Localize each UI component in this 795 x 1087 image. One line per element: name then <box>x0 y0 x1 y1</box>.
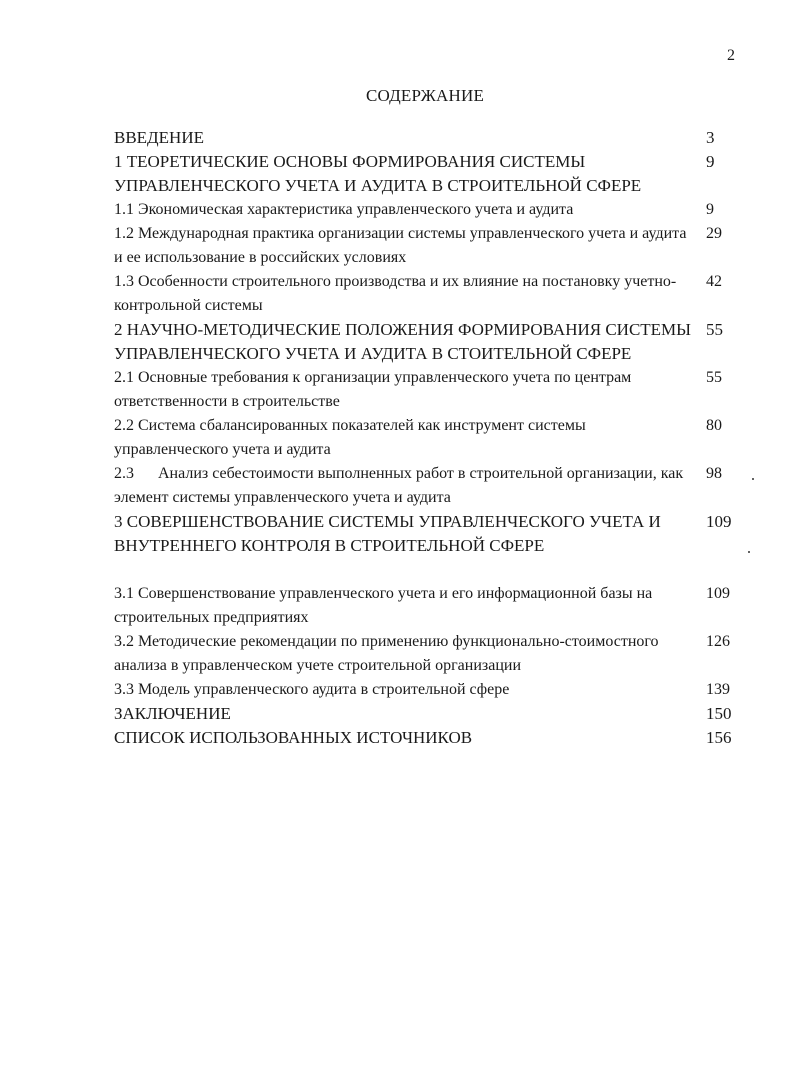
toc-entry-chapter-1 <box>114 150 754 198</box>
toc-entry-text: 1.3 Особенности строительного производства и их влияние на постановку учетно-контрольной системы <box>114 273 677 314</box>
toc-entry-page: 9 <box>706 152 715 171</box>
toc-entry-section-3-1 <box>114 582 754 630</box>
toc-entry-section-3-2 <box>114 630 754 678</box>
toc-entry-page: 109 <box>706 585 730 602</box>
toc-entry-text: 3.2 Методические рекомендации по применению функционально-стоимостного анализа в управленческом учете строительной организации <box>114 633 659 674</box>
toc-entry-page: 156 <box>706 728 732 747</box>
toc-entry-page: 29 <box>706 225 722 242</box>
toc-list <box>114 126 754 750</box>
toc-entry-text: ВВЕДЕНИЕ <box>114 128 204 147</box>
toc-entry-page: 80 <box>706 417 722 434</box>
toc-entry-section-3-3 <box>114 678 754 702</box>
toc-entry-text: 1.2 Международная практика организации системы управленческого учета и аудита и ее использование в российских условиях <box>114 225 687 266</box>
toc-entry-section-1-2 <box>114 222 754 270</box>
toc-entry-introduction <box>114 126 754 150</box>
toc-entry-section-1-3 <box>114 270 754 318</box>
toc-entry-page: 150 <box>706 704 732 723</box>
toc-entry-section-2-2 <box>114 414 754 462</box>
toc-entry-text: 1 ТЕОРЕТИЧЕСКИЕ ОСНОВЫ ФОРМИРОВАНИЯ СИСТЕМЫ УПРАВЛЕНЧЕСКОГО УЧЕТА И АУДИТА В СТРОИТЕЛЬНОЙ СФЕРЕ <box>114 152 642 195</box>
toc-entry-page: 126 <box>706 633 730 650</box>
toc-entry-section-2-3 <box>114 462 754 510</box>
toc-entry-page: 55 <box>706 320 723 339</box>
toc-entry-section-1-1 <box>114 198 754 222</box>
toc-entry-page: 98 <box>706 465 722 482</box>
toc-entry-conclusion <box>114 702 754 726</box>
toc-entry-chapter-2 <box>114 318 754 366</box>
page-number: 2 <box>727 47 735 64</box>
toc-entry-text: ЗАКЛЮЧЕНИЕ <box>114 704 231 723</box>
toc-entry-text: 2.1 Основные требования к организации управленческого учета по центрам ответственности в строительстве <box>114 369 632 410</box>
toc-title: СОДЕРЖАНИЕ <box>365 86 485 105</box>
toc-entry-text: СПИСОК ИСПОЛЬЗОВАННЫХ ИСТОЧНИКОВ <box>114 728 473 747</box>
toc-entry-page: 3 <box>706 128 715 147</box>
toc-entry-references <box>114 726 754 750</box>
toc-entry-text <box>114 462 694 510</box>
scan-speck <box>752 478 754 480</box>
toc-entry-number: 2.3 <box>114 465 134 482</box>
toc-entry-section-2-1 <box>114 366 754 414</box>
toc-entry-page: 42 <box>706 273 722 290</box>
toc-entry-page: 109 <box>706 512 732 531</box>
toc-entry-text: 3 СОВЕРШЕНСТВОВАНИЕ СИСТЕМЫ УПРАВЛЕНЧЕСКОГО УЧЕТА И ВНУТРЕННЕГО КОНТРОЛЯ В СТРОИТЕЛЬНОЙ СФЕРЕ <box>114 512 661 555</box>
toc-entry-title: Анализ себестоимости выполненных работ в строительной организации, как элемент системы управленческого учета и аудита <box>114 465 684 506</box>
scan-speck <box>748 551 750 553</box>
toc-entry-page: 139 <box>706 681 730 698</box>
toc-entry-text: 3.1 Совершенствование управленческого учета и его информационной базы на строительных предприятиях <box>114 585 653 626</box>
toc-entry-text: 3.3 Модель управленческого аудита в строительной сфере <box>114 681 510 698</box>
toc-entry-text: 1.1 Экономическая характеристика управленческого учета и аудита <box>114 201 574 218</box>
toc-entry-text: 2.2 Система сбалансированных показателей как инструмент системы управленческого учета и аудита <box>114 417 586 458</box>
toc-entry-page: 55 <box>706 369 722 386</box>
toc-entry-page: 9 <box>706 201 714 218</box>
toc-entry-text: 2 НАУЧНО-МЕТОДИЧЕСКИЕ ПОЛОЖЕНИЯ ФОРМИРОВАНИЯ СИСТЕМЫ УПРАВЛЕНЧЕСКОГО УЧЕТА И АУДИТА В СТОИТЕЛЬНОЙ СФЕРЕ <box>114 320 691 363</box>
toc-entry-chapter-3 <box>114 510 754 558</box>
